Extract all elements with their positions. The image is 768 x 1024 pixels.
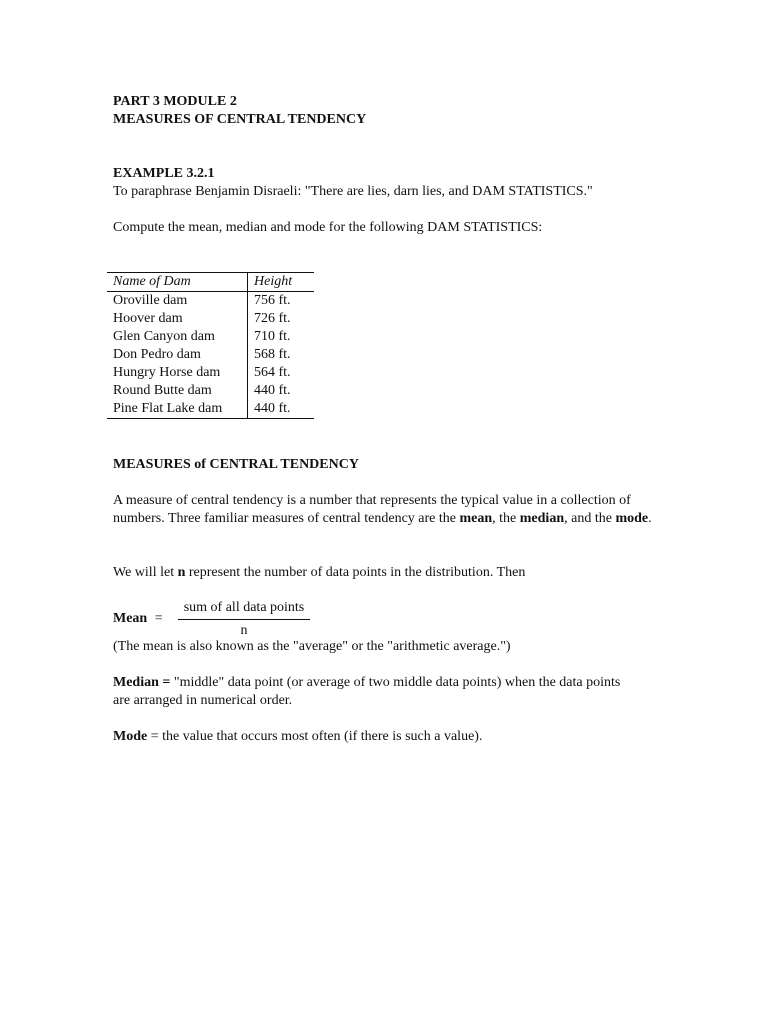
section-title — [113, 456, 359, 474]
intro-text: , the — [492, 511, 520, 526]
dam-height-cell: 568 ft. — [254, 347, 291, 362]
dam-name-cell: Glen Canyon dam — [107, 328, 248, 346]
dam-name-cell: Pine Flat Lake dam — [107, 400, 248, 419]
dam-name-cell: Oroville dam — [107, 292, 248, 311]
table-row — [107, 292, 314, 311]
dam-height-cell: 440 ft. — [254, 383, 291, 398]
mean-fraction — [178, 599, 310, 640]
module-heading — [113, 93, 366, 129]
n-text: We will let — [113, 565, 178, 580]
dam-height-cell: 564 ft. — [254, 365, 291, 380]
intro-paragraph — [113, 492, 658, 528]
table-row — [107, 328, 314, 346]
intro-text: . — [648, 511, 652, 526]
example-title: EXAMPLE 3.2.1 — [113, 166, 215, 181]
term-median: median — [519, 511, 565, 526]
mode-text: = the value that occurs most often (if there is such a value). — [147, 729, 483, 744]
dam-name-cell: Don Pedro dam — [107, 346, 248, 364]
dam-name-cell: Hoover dam — [107, 310, 248, 328]
intro-text: A measure of central tendency is a number that represents the typical value in a collection of numbers. Three familiar measures of central tendency are the — [113, 493, 631, 526]
table-row — [107, 400, 314, 419]
intro-text: , and the — [564, 511, 616, 526]
mean-label — [113, 610, 163, 628]
n-symbol: n — [177, 565, 186, 580]
table-row — [107, 346, 314, 364]
column-header-name: Name of Dam — [107, 273, 248, 292]
mode-definition — [113, 728, 482, 746]
module-title: PART 3 MODULE 2 — [113, 94, 237, 109]
fraction-denominator: n — [240, 623, 248, 638]
column-header-height: Height — [248, 273, 315, 292]
mean-note: (The mean is also known as the "average" or the "arithmetic average.") — [113, 639, 511, 654]
module-subtitle: MEASURES OF CENTRAL TENDENCY — [113, 112, 367, 127]
section-title-part: MEASURES — [113, 457, 195, 472]
dam-height-cell: 726 ft. — [254, 311, 291, 326]
dam-height-cell: 756 ft. — [254, 293, 291, 308]
dam-name-cell: Hungry Horse dam — [107, 364, 248, 382]
example-task: Compute the mean, median and mode for the following DAM STATISTICS: — [113, 220, 543, 235]
dam-height-cell: 710 ft. — [254, 329, 291, 344]
n-text: represent the number of data points in the distribution. Then — [185, 565, 526, 580]
table-row — [107, 382, 314, 400]
mean-equals: = — [154, 611, 163, 626]
median-text: "middle" data point (or average of two middle data points) when the data points are arranged in numerical order. — [113, 675, 621, 708]
term-mode: mode — [615, 511, 649, 526]
mode-label: Mode — [113, 729, 148, 744]
fraction-bar — [178, 619, 310, 620]
table-row — [107, 364, 314, 382]
dam-height-cell: 440 ft. — [254, 401, 291, 416]
section-title-part: of — [194, 457, 206, 472]
section-title-part: CENTRAL TENDENCY — [205, 457, 359, 472]
term-mean: mean — [459, 511, 493, 526]
dam-name-cell: Round Butte dam — [107, 382, 248, 400]
dam-table — [107, 272, 314, 419]
fraction-numerator: sum of all data points — [183, 600, 305, 615]
example-quote: To paraphrase Benjamin Disraeli: "There are lies, darn lies, and DAM STATISTICS." — [113, 184, 593, 199]
median-label: Median = — [113, 675, 171, 690]
n-definition — [113, 564, 525, 582]
mean-label-text: Mean — [113, 611, 148, 626]
table-header-row — [107, 273, 314, 292]
table-row — [107, 310, 314, 328]
median-definition — [113, 674, 633, 710]
